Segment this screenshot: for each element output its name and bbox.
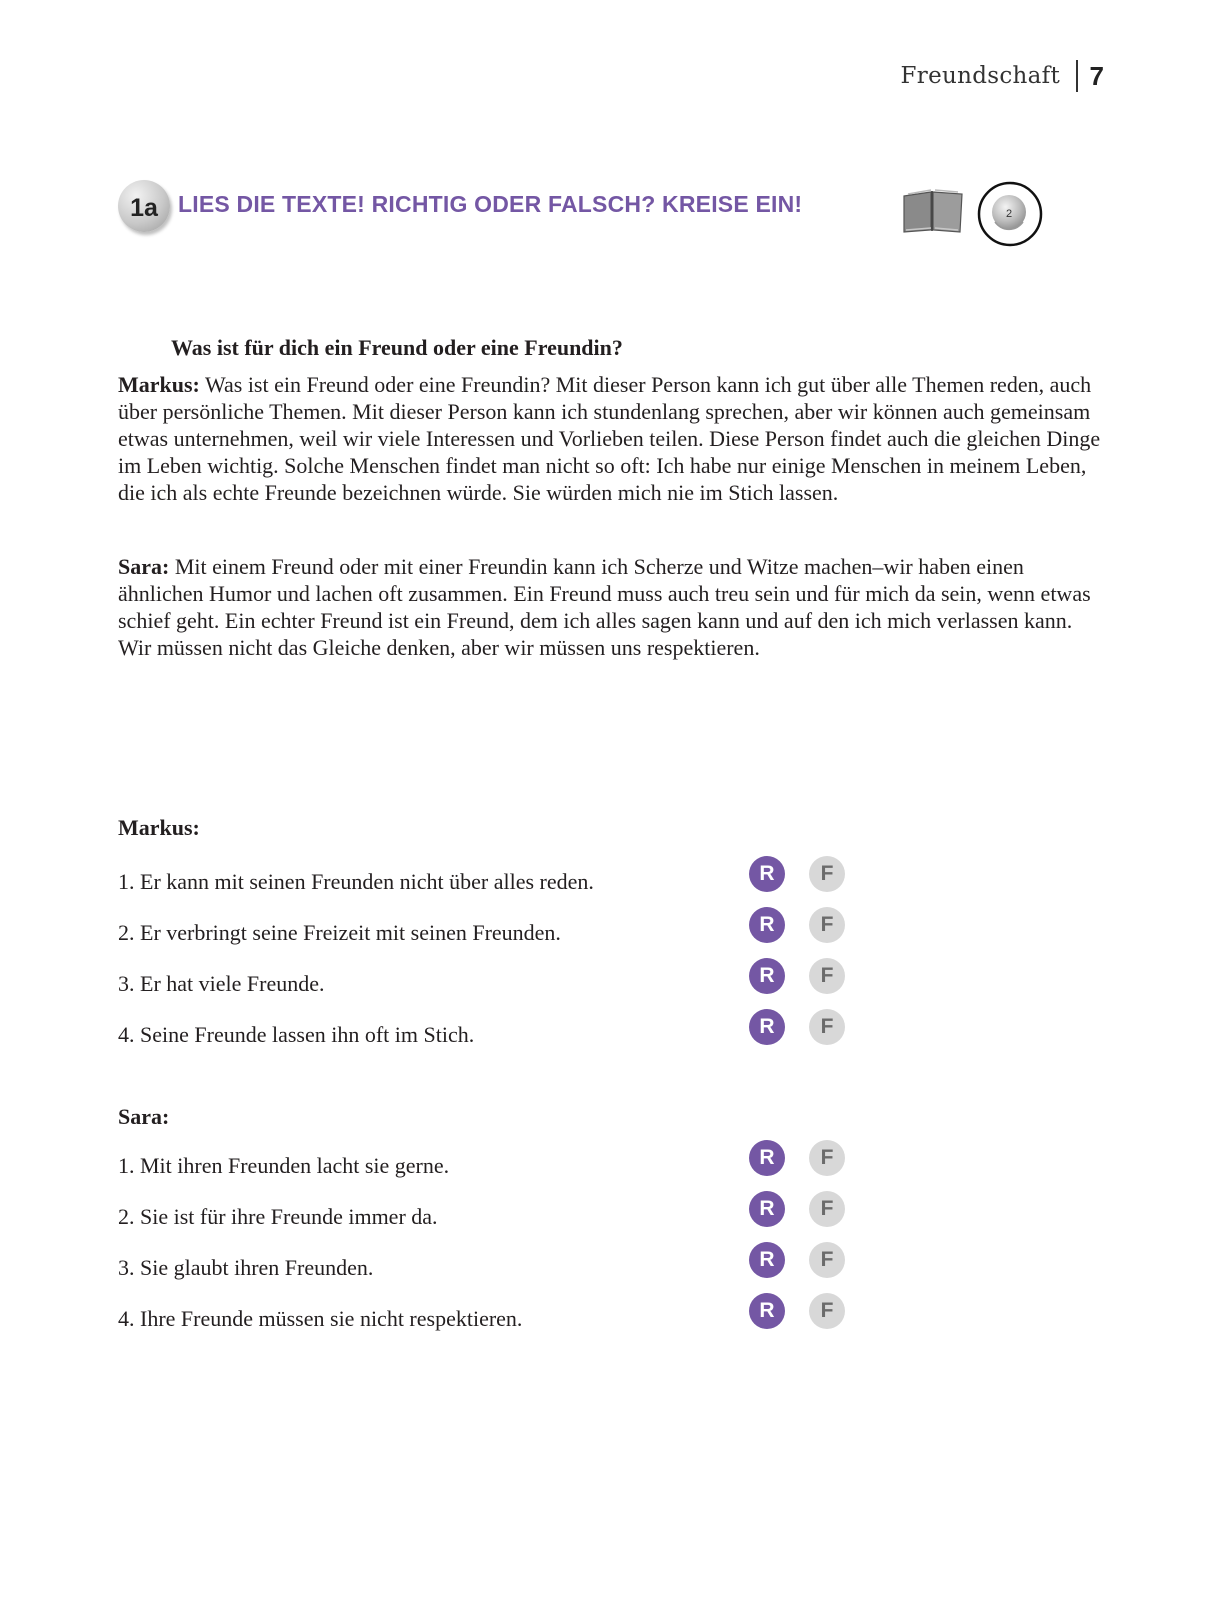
statement-sara-3: 3. Sie glaubt ihren Freunden.	[118, 1255, 374, 1280]
paragraph-text: Was ist ein Freund oder eine Freundin? Mit dieser Person kann ich gut über alle Themen reden, auch über persönliche Themen. Mit dieser Person kann ich stundenlang sprechen, aber wir können auch gemeinsam etwas unternehmen, weil wir viele Interessen und Vorlieben teilen. Diese Person findet auch die gleichen Dinge im Leben wichtig. Solche Menschen findet man nicht so oft: Ich habe nur einige Menschen in meinem Leben, die ich als echte Freunde bezeichnen würde. Sie würden mich nie im Stich lassen.	[118, 372, 1101, 505]
speaker-name: Markus:	[118, 372, 200, 397]
choice-richtig[interactable]: R	[749, 958, 785, 994]
section-title-markus: Markus:	[118, 815, 200, 840]
paragraph-markus	[118, 371, 1108, 506]
statement-sara-1: 1. Mit ihren Freunden lacht sie gerne.	[118, 1153, 450, 1178]
paragraph-sara	[118, 553, 1108, 661]
choice-richtig[interactable]: R	[749, 856, 785, 892]
audio-track-icon[interactable]	[976, 180, 1044, 248]
statement-markus-1: 1. Er kann mit seinen Freunden nicht über alles reden.	[118, 869, 594, 894]
choice-falsch[interactable]: F	[809, 1191, 845, 1227]
choice-richtig[interactable]: R	[749, 1140, 785, 1176]
reading-book-icon	[900, 186, 966, 234]
statement-sara-4: 4. Ihre Freunde müssen sie nicht respektieren.	[118, 1306, 523, 1331]
page-header	[901, 60, 1104, 92]
choice-falsch[interactable]: F	[809, 907, 845, 943]
statement-markus-3: 3. Er hat viele Freunde.	[118, 971, 325, 996]
choice-richtig[interactable]: R	[749, 1242, 785, 1278]
header-divider	[1076, 60, 1078, 92]
exercise-number-badge	[118, 180, 170, 232]
choice-falsch[interactable]: F	[809, 1009, 845, 1045]
speaker-name: Sara:	[118, 554, 170, 579]
chapter-title: Freundschaft	[900, 63, 1061, 89]
choice-falsch[interactable]: F	[809, 958, 845, 994]
exercise-number: 1a	[130, 193, 158, 222]
choice-falsch[interactable]: F	[809, 1140, 845, 1176]
choice-falsch[interactable]: F	[809, 1293, 845, 1329]
statement-sara-2: 2. Sie ist für ihre Freunde immer da.	[118, 1204, 438, 1229]
track-number: 2	[1005, 208, 1013, 220]
reading-title: Was ist für dich ein Freund oder eine Freundin?	[171, 335, 623, 360]
choice-falsch[interactable]: F	[809, 1242, 845, 1278]
choice-falsch[interactable]: F	[809, 856, 845, 892]
statement-markus-2: 2. Er verbringt seine Freizeit mit seinen Freunden.	[118, 920, 561, 945]
choice-richtig[interactable]: R	[749, 1009, 785, 1045]
choice-richtig[interactable]: R	[749, 1191, 785, 1227]
statement-markus-4: 4. Seine Freunde lassen ihn oft im Stich.	[118, 1022, 475, 1047]
choice-richtig[interactable]: R	[749, 907, 785, 943]
paragraph-text: Mit einem Freund oder mit einer Freundin kann ich Scherze und Witze machen–wir haben einen ähnlichen Humor und lachen oft zusammen. Ein Freund muss auch treu sein und für mich da sein, wenn etwas schief geht. Ein echter Freund ist ein Freund, dem ich alles sagen kann und auf den ich mich verlassen kann. Wir müssen nicht das Gleiche denken, aber wir müssen uns respektieren.	[118, 554, 1091, 660]
page-number: 7	[1089, 60, 1104, 91]
section-title-sara: Sara:	[118, 1104, 170, 1129]
exercise-instruction: LIES DIE TEXTE! RICHTIG ODER FALSCH? KREISE EIN!	[178, 191, 803, 217]
choice-richtig[interactable]: R	[749, 1293, 785, 1329]
